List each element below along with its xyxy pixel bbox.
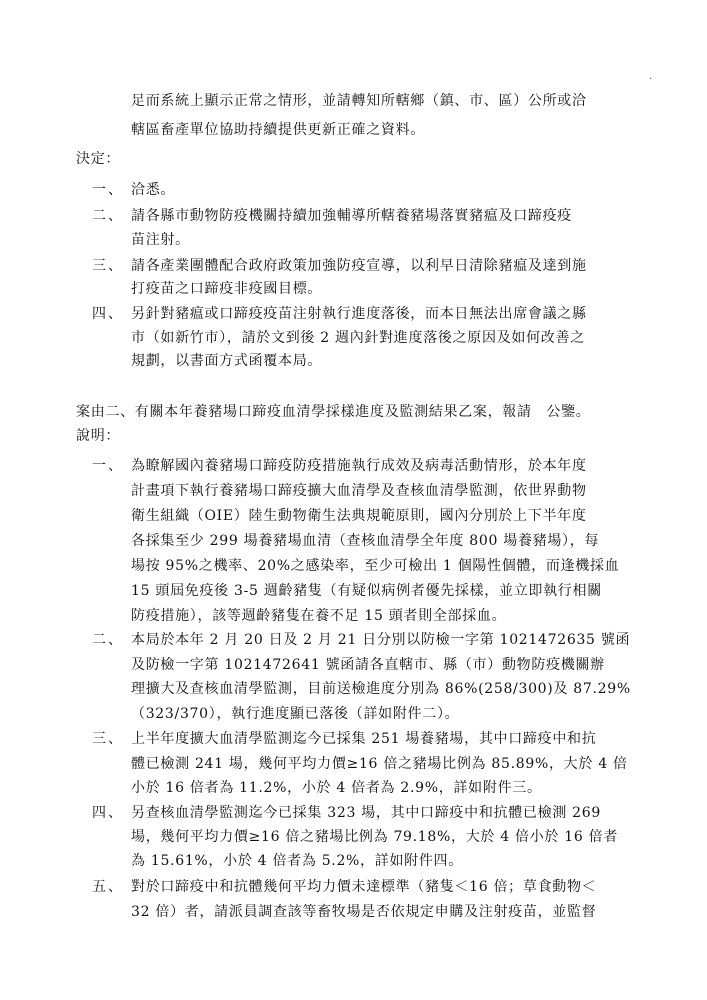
list-number: 四、	[92, 805, 124, 821]
list-item-line: 為 15.61%，小於 4 倍者為 5.2%，詳如附件四。	[131, 853, 463, 869]
list-item-line: 為瞭解國內養豬場口蹄疫防疫措施執行成效及病毒活動情形，於本年度	[131, 458, 587, 474]
list-item-line: 體已檢測 241 場，幾何平均力價≥16 倍之豬場比例為 85.89%，大於 4 倍	[131, 756, 628, 772]
list-item-line: 32 倍）者，請派員調查該等畜牧場是否依規定申購及注射疫苗，並監督	[131, 904, 597, 920]
list-number: 三、	[92, 258, 124, 274]
section-heading: 說明：	[76, 428, 121, 444]
list-item-line: 規劃，以書面方式函覆本局。	[131, 353, 323, 369]
list-item-line: 防疫措施），該等週齡豬隻在養不足 15 頭者則全部採血。	[131, 608, 507, 624]
paragraph-line: 足而系統上顯示正常之情形，並請轉知所轄鄉（鎮、市、區）公所或洽	[131, 93, 587, 109]
list-number: 二、	[92, 632, 124, 648]
list-item-line: 及防檢一字第 1021472641 號函請各直轄市、縣（市）動物防疫機關辦	[131, 657, 605, 673]
list-item-line: 各採集至少 299 場養豬場血清（查核血清學全年度 800 場養豬場），每	[131, 533, 600, 549]
list-item-line: 請各產業團體配合政府政策加強防疫宣導，以利早日清除豬瘟及達到施	[131, 258, 587, 274]
list-item-line: 本局於本年 2 月 20 日及 2 月 21 日分別以防檢一字第 1021472635 號函	[131, 632, 631, 648]
list-item-line: 15 頭屆免疫後 3-5 週齡豬隻（有疑似病例者優先採樣，並立即執行相關	[131, 583, 602, 599]
list-item-line: 另查核血清學監測迄今已採集 323 場，其中口蹄疫中和抗體已檢測 269	[131, 805, 601, 821]
list-number: 一、	[92, 182, 124, 198]
list-item-line: 苗注射。	[131, 232, 190, 248]
list-item-line: 衛生組織（OIE）陸生動物衛生法典規範原則，國內分別於上下半年度	[131, 508, 587, 524]
list-item-line: 另針對豬瘟或口蹄疫疫苗注射執行進度落後，而本日無法出席會議之縣	[131, 306, 587, 322]
list-item-line: 小於 16 倍者為 11.2%，小於 4 倍者為 2.9%，詳如附件三。	[131, 780, 542, 796]
list-item-line: 打疫苗之口蹄疫非疫國目標。	[131, 281, 323, 297]
list-item-line: 上半年度擴大血清學監測迄今已採集 251 場養豬場，其中口蹄疫中和抗	[131, 731, 597, 747]
list-item-line: 對於口蹄疫中和抗體幾何平均力價未達標準（豬隻＜16 倍；草食動物＜	[131, 879, 597, 895]
list-number: 四、	[92, 306, 124, 322]
list-number: 二、	[92, 208, 124, 224]
list-item-line: 場按 95%之機率、20%之感染率，至少可檢出 1 個陽性個體，而逢機採血	[131, 558, 620, 574]
list-item-line: 請各縣市動物防疫機關持續加強輔導所轄養豬場落實豬瘟及口蹄疫疫	[131, 208, 572, 224]
list-item-line: 洽悉。	[131, 182, 176, 198]
list-item-line: （323/370），執行進度顯已落後（詳如附件二）。	[131, 706, 460, 722]
section-heading: 決定：	[76, 151, 121, 167]
list-number: 五、	[92, 879, 124, 895]
list-item-line: 場，幾何平均力價≥16 倍之豬場比例為 79.18%，大於 4 倍小於 16 倍者	[131, 829, 619, 845]
list-item-line: 市（如新竹市），請於文到後 2 週內針對進度落後之原因及如何改善之	[131, 330, 585, 346]
list-number: 三、	[92, 731, 124, 747]
paragraph-line: 轄區畜產單位協助持續提供更新正確之資料。	[131, 122, 425, 138]
scan-speck: ·	[649, 74, 653, 85]
case-title: 案由二、有關本年養豬場口蹄疫血清學採樣進度及監測結果乙案，報請 公鑒。	[76, 404, 591, 420]
list-item-line: 計畫項下執行養豬場口蹄疫擴大血清學及查核血清學監測，依世界動物	[131, 483, 587, 499]
list-item-line: 理擴大及查核血清學監測，目前送檢進度分別為 86%(258/300)及 87.29%	[131, 681, 631, 697]
list-number: 一、	[92, 458, 124, 474]
